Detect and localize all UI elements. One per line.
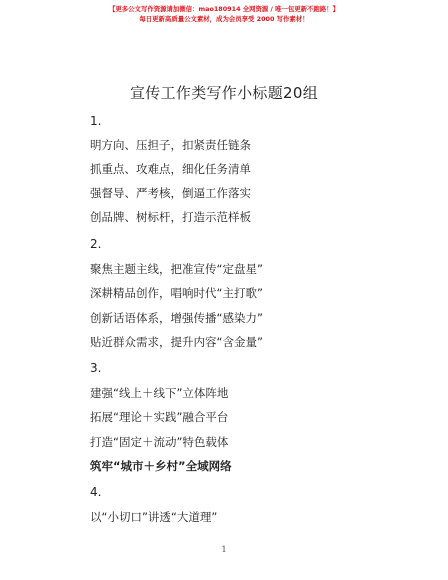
body-line: 创品牌、树标杆，打造示范样板 [90, 210, 251, 224]
page-number: 1 [221, 545, 227, 554]
section-number-1: 1. [90, 114, 102, 128]
body-line: 以“小切口”讲透“大道理” [90, 510, 218, 524]
banner-line-2: 每日更新高质量公文素材，成为会员享受 2000 写作素材！ [139, 15, 309, 23]
body-line: 建强“线上＋线下”立体阵地 [90, 386, 229, 400]
section-number-2: 2. [90, 237, 102, 251]
body-line: 打造“固定＋流动”特色载体 [90, 435, 229, 449]
body-line: 贴近群众需求，提升内容“含金量” [90, 335, 263, 349]
section-number-3: 3. [90, 361, 102, 375]
body-line: 明方向、压担子，扣紧责任链条 [90, 138, 251, 152]
body-line: 深耕精品创作，唱响时代“主打歌” [90, 286, 263, 300]
body-line: 筑牢“城市＋乡村”全域网络 [90, 459, 232, 473]
document-title: 宣传工作类写作小标题20组 [130, 84, 318, 102]
body-line: 拓展“理论＋实践”融合平台 [90, 410, 229, 424]
header-banner [0, 4, 448, 24]
body-line: 抓重点、攻难点，细化任务清单 [90, 162, 251, 176]
banner-line-1: 【更多公文写作资源请加微信：mao180914 全网资源 / 唯一包更新不跑路！】 [109, 5, 339, 13]
body-line: 创新话语体系，增强传播“感染力” [90, 311, 263, 325]
body-line: 聚焦主题主线，把准宣传“定盘星” [90, 262, 263, 276]
body-line: 强督导、严考核，倒逼工作落实 [90, 186, 251, 200]
section-number-4: 4. [90, 485, 102, 499]
